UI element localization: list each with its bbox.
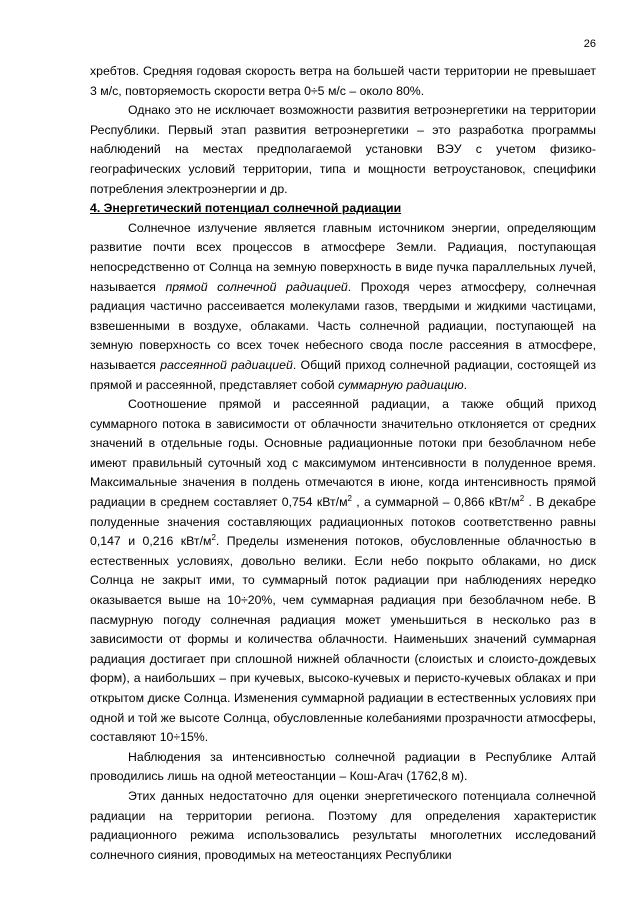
text-run: Солнечное излучение является главным источником энергии, определяющим развитие почти всех процессов в атмосфере Земли. Радиация, поступающая непосредственно от Солнца на земную поверхность в виде пучка параллельных лучей, называется [90,220,596,294]
text-run: Соотношение прямой и рассеянной радиации, а также общий приход суммарного потока в зависимости от облачности значительно отклоняется от средних значений в отдельные годы. Основные радиационные потоки при безоблачном небе имеют правильный суточный ход с максимумом интенсивности в полуденное время. Максимальные значения в полдень отмечаются в июне, когда интенсивность прямой радиации в среднем составляет 0,754 кВт/м [90,397,596,510]
paragraph-1: хребтов. Средняя годовая скорость ветра на большей части территории не превышает 3 м/с, повторяемость скорости ветра 0÷5 м/с – около 80%. [90,64,596,98]
text-run: . Общий приход солнечной радиации, состоящей из прямой и рассеянной, представляет собой [90,357,596,392]
italic-term: прямой солнечной радиацией [165,279,348,294]
superscript: 2 [519,493,525,503]
page-number: 26 [583,38,596,50]
text-run: . В декабре полуденные значения составляющих радиационных потоков соответственно равны 0,147 и 0,216 кВт/м [90,495,597,549]
paragraph-3 [90,219,596,395]
section-heading: 4. Энергетический потенциал солнечной радиации [90,201,402,216]
text-run: . Проходя через атмосферу, солнечная радиация частично рассеивается молекулами газов, твердыми и жидкими частицами, взвешенными в воздухе, облаками. Часть солнечной радиации, поступающей на земную поверхность со всех точек небесного свода после рассеяния в атмосфере, называется [90,279,596,372]
italic-term: суммарную радиацию [338,377,464,392]
paragraph-5: Наблюдения за интенсивностью солнечной радиации в Республике Алтай проводились лишь на одной метеостанции – Кош-Агач (1762,8 м). [90,749,596,784]
superscript: 2 [211,533,216,543]
paragraph-2: Однако это не исключает возможности развития ветроэнергетики на территории Республики. Первый этап развития ветроэнергетики – это разработка программы наблюдений на местах предполагаемой установки ВЭУ с учетом физико-географических условий территории, типа и мощности ветроустановок, специфики потребления электроэнергии и др. [90,103,596,196]
paragraph-6: Этих данных недостаточно для оценки энергетического потенциала солнечной радиации на территории региона. Поэтому для определения характеристик радиационного режима использовались результаты многолетних исследований солнечного сияния, проводимых на метеостанциях Республики [90,788,596,862]
paragraph-4 [90,395,596,748]
text-run: . [463,377,468,392]
superscript: 2 [347,493,352,503]
text-run: , а суммарной – 0,866 кВт/м [351,495,520,510]
text-run: . Пределы изменения потоков, обусловленные облачностью в естественных условиях, довольно велики. Если небо покрыто облаками, но диск Солнца не закрыт ими, то суммарный поток радиации при наблюдениях нередко оказывается выше на 10÷20%, чем суммарная радиация при безоблачном небе. В пасмурную погоду солнечная радиация может уменьшиться в несколько раз в зависимости от формы и количества облачности. Наименьших значений суммарная радиация достигает при сплошной нижней облачности (слоистых и слоисто-дождевых форм), а наибольших – при кучевых, высоко-кучевых и перисто-кучевых облаках и при открытом диске Солнца. Изменения суммарной радиации в естественных условиях при одной и той же высоте Солнца, обусловленные колебаниями прозрачности атмосферы, составляют 10÷15%. [90,534,596,745]
italic-term: рассеянной радиацией [160,357,293,372]
document-page [90,30,596,865]
